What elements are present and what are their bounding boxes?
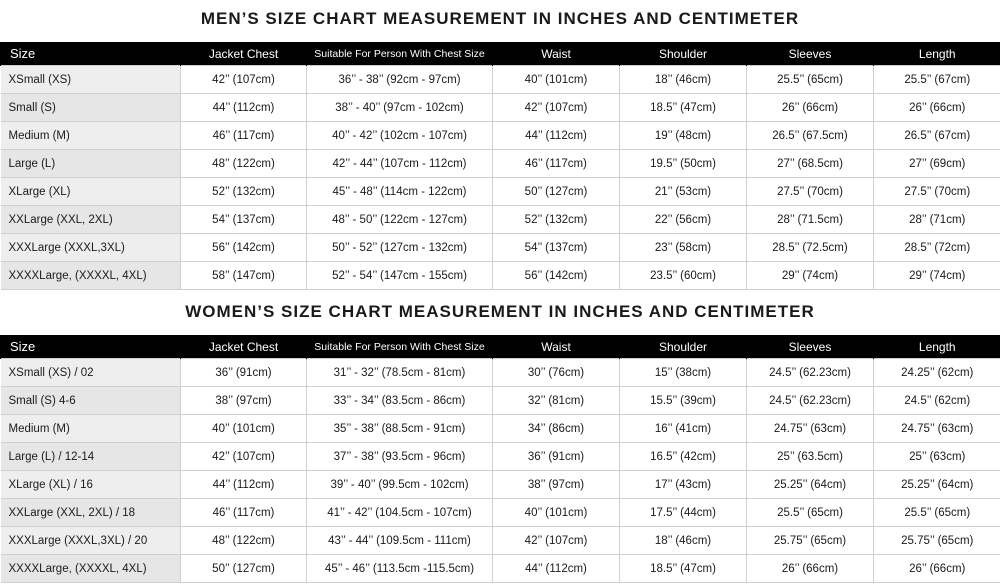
suitable-chest-cell: 33’’ - 34’’ (83.5cm - 86cm)	[307, 387, 493, 415]
table-row	[1, 415, 1000, 443]
shoulder-cell: 18.5’’ (47cm)	[620, 555, 747, 583]
size-cell: XXXXLarge, (XXXXL, 4XL)	[1, 262, 181, 290]
men-table-body	[1, 66, 1000, 290]
shoulder-cell: 17.5’’ (44cm)	[620, 499, 747, 527]
length-cell: 25.25’’ (64cm)	[874, 471, 1000, 499]
length-cell: 26.5’’ (67cm)	[874, 122, 1000, 150]
size-cell: Medium (M)	[1, 122, 181, 150]
size-cell: Small (S)	[1, 94, 181, 122]
women-size-table	[0, 335, 1000, 583]
table-row	[1, 359, 1000, 387]
jacket-chest-cell: 52’’ (132cm)	[181, 178, 307, 206]
column-header-length: Length	[874, 335, 1000, 359]
waist-cell: 42’’ (107cm)	[493, 94, 620, 122]
sleeves-cell: 26’’ (66cm)	[747, 94, 874, 122]
waist-cell: 40’’ (101cm)	[493, 499, 620, 527]
waist-cell: 52’’ (132cm)	[493, 206, 620, 234]
waist-cell: 50’’ (127cm)	[493, 178, 620, 206]
sleeves-cell: 29’’ (74cm)	[747, 262, 874, 290]
size-cell: Large (L) / 12-14	[1, 443, 181, 471]
sleeves-cell: 26’’ (66cm)	[747, 555, 874, 583]
sleeves-cell: 25.5’’ (65cm)	[747, 499, 874, 527]
suitable-chest-cell: 45’’ - 48’’ (114cm - 122cm)	[307, 178, 493, 206]
table-row	[1, 178, 1000, 206]
jacket-chest-cell: 58’’ (147cm)	[181, 262, 307, 290]
table-row	[1, 387, 1000, 415]
waist-cell: 56’’ (142cm)	[493, 262, 620, 290]
jacket-chest-cell: 56’’ (142cm)	[181, 234, 307, 262]
length-cell: 26’’ (66cm)	[874, 94, 1000, 122]
shoulder-cell: 21’’ (53cm)	[620, 178, 747, 206]
column-header-size: Size	[1, 335, 181, 359]
table-row	[1, 206, 1000, 234]
size-cell: XLarge (XL)	[1, 178, 181, 206]
length-cell: 28.5’’ (72cm)	[874, 234, 1000, 262]
table-row	[1, 66, 1000, 94]
sleeves-cell: 25’’ (63.5cm)	[747, 443, 874, 471]
size-cell: XXXXLarge, (XXXXL, 4XL)	[1, 555, 181, 583]
suitable-chest-cell: 48’’ - 50’’ (122cm - 127cm)	[307, 206, 493, 234]
sleeves-cell: 27’’ (68.5cm)	[747, 150, 874, 178]
shoulder-cell: 23.5’’ (60cm)	[620, 262, 747, 290]
suitable-chest-cell: 41’’ - 42’’ (104.5cm - 107cm)	[307, 499, 493, 527]
suitable-chest-cell: 37’’ - 38’’ (93.5cm - 96cm)	[307, 443, 493, 471]
suitable-chest-cell: 31’’ - 32’’ (78.5cm - 81cm)	[307, 359, 493, 387]
column-header-size: Size	[1, 42, 181, 66]
waist-cell: 36’’ (91cm)	[493, 443, 620, 471]
table-row	[1, 471, 1000, 499]
size-cell: XXLarge (XXL, 2XL) / 18	[1, 499, 181, 527]
jacket-chest-cell: 36’’ (91cm)	[181, 359, 307, 387]
table-row	[1, 94, 1000, 122]
column-header-sleeves: Sleeves	[747, 42, 874, 66]
shoulder-cell: 16.5’’ (42cm)	[620, 443, 747, 471]
jacket-chest-cell: 46’’ (117cm)	[181, 499, 307, 527]
shoulder-cell: 18’’ (46cm)	[620, 66, 747, 94]
table-row	[1, 122, 1000, 150]
suitable-chest-cell: 52’’ - 54’’ (147cm - 155cm)	[307, 262, 493, 290]
shoulder-cell: 17’’ (43cm)	[620, 471, 747, 499]
column-header-suitable-chest: Suitable For Person With Chest Size	[307, 42, 493, 66]
table-row	[1, 150, 1000, 178]
sleeves-cell: 24.5’’ (62.23cm)	[747, 387, 874, 415]
shoulder-cell: 16’’ (41cm)	[620, 415, 747, 443]
jacket-chest-cell: 42’’ (107cm)	[181, 443, 307, 471]
shoulder-cell: 19.5’’ (50cm)	[620, 150, 747, 178]
waist-cell: 30’’ (76cm)	[493, 359, 620, 387]
table-row	[1, 499, 1000, 527]
shoulder-cell: 18’’ (46cm)	[620, 527, 747, 555]
length-cell: 24.5’’ (62cm)	[874, 387, 1000, 415]
suitable-chest-cell: 38’’ - 40’’ (97cm - 102cm)	[307, 94, 493, 122]
column-header-length: Length	[874, 42, 1000, 66]
size-cell: Large (L)	[1, 150, 181, 178]
size-cell: XXXLarge (XXXL,3XL) / 20	[1, 527, 181, 555]
waist-cell: 42’’ (107cm)	[493, 527, 620, 555]
jacket-chest-cell: 48’’ (122cm)	[181, 150, 307, 178]
waist-cell: 54’’ (137cm)	[493, 234, 620, 262]
table-row	[1, 234, 1000, 262]
jacket-chest-cell: 48’’ (122cm)	[181, 527, 307, 555]
waist-cell: 40’’ (101cm)	[493, 66, 620, 94]
men-size-chart-title: MEN’S SIZE CHART MEASUREMENT IN INCHES AND CENTIMETER	[200, 9, 800, 28]
sleeves-cell: 27.5’’ (70cm)	[747, 178, 874, 206]
women-size-chart-title: WOMEN’S SIZE CHART MEASUREMENT IN INCHES AND CENTIMETER	[185, 302, 815, 321]
sleeves-cell: 28.5’’ (72.5cm)	[747, 234, 874, 262]
length-cell: 28’’ (71cm)	[874, 206, 1000, 234]
table-row	[1, 527, 1000, 555]
suitable-chest-cell: 35’’ - 38’’ (88.5cm - 91cm)	[307, 415, 493, 443]
jacket-chest-cell: 42’’ (107cm)	[181, 66, 307, 94]
size-cell: XXLarge (XXL, 2XL)	[1, 206, 181, 234]
length-cell: 27.5’’ (70cm)	[874, 178, 1000, 206]
length-cell: 29’’ (74cm)	[874, 262, 1000, 290]
column-header-jacket-chest: Jacket Chest	[181, 335, 307, 359]
waist-cell: 32’’ (81cm)	[493, 387, 620, 415]
sleeves-cell: 25.25’’ (64cm)	[747, 471, 874, 499]
jacket-chest-cell: 40’’ (101cm)	[181, 415, 307, 443]
length-cell: 27’’ (69cm)	[874, 150, 1000, 178]
column-header-waist: Waist	[493, 42, 620, 66]
jacket-chest-cell: 44’’ (112cm)	[181, 471, 307, 499]
sleeves-cell: 24.5’’ (62.23cm)	[747, 359, 874, 387]
size-cell: XLarge (XL) / 16	[1, 471, 181, 499]
size-cell: XXXLarge (XXXL,3XL)	[1, 234, 181, 262]
size-cell: Medium (M)	[1, 415, 181, 443]
sleeves-cell: 25.5’’ (65cm)	[747, 66, 874, 94]
jacket-chest-cell: 50’’ (127cm)	[181, 555, 307, 583]
shoulder-cell: 15.5’’ (39cm)	[620, 387, 747, 415]
column-header-waist: Waist	[493, 335, 620, 359]
suitable-chest-cell: 50’’ - 52’’ (127cm - 132cm)	[307, 234, 493, 262]
table-row	[1, 262, 1000, 290]
waist-cell: 34’’ (86cm)	[493, 415, 620, 443]
suitable-chest-cell: 40’’ - 42’’ (102cm - 107cm)	[307, 122, 493, 150]
shoulder-cell: 18.5’’ (47cm)	[620, 94, 747, 122]
suitable-chest-cell: 45’’ - 46’’ (113.5cm -115.5cm)	[307, 555, 493, 583]
shoulder-cell: 19’’ (48cm)	[620, 122, 747, 150]
suitable-chest-cell: 39’’ - 40’’ (99.5cm - 102cm)	[307, 471, 493, 499]
table-row	[1, 443, 1000, 471]
length-cell: 25.5’’ (65cm)	[874, 499, 1000, 527]
size-cell: Small (S) 4-6	[1, 387, 181, 415]
jacket-chest-cell: 38’’ (97cm)	[181, 387, 307, 415]
size-cell: XSmall (XS) / 02	[1, 359, 181, 387]
sleeves-cell: 25.75’’ (65cm)	[747, 527, 874, 555]
table-header-row	[1, 42, 1000, 66]
jacket-chest-cell: 46’’ (117cm)	[181, 122, 307, 150]
table-header-row	[1, 335, 1000, 359]
sleeves-cell: 28’’ (71.5cm)	[747, 206, 874, 234]
jacket-chest-cell: 44’’ (112cm)	[181, 94, 307, 122]
length-cell: 24.75’’ (63cm)	[874, 415, 1000, 443]
column-header-shoulder: Shoulder	[620, 42, 747, 66]
column-header-shoulder: Shoulder	[620, 335, 747, 359]
column-header-suitable-chest: Suitable For Person With Chest Size	[307, 335, 493, 359]
sleeves-cell: 24.75’’ (63cm)	[747, 415, 874, 443]
suitable-chest-cell: 42’’ - 44’’ (107cm - 112cm)	[307, 150, 493, 178]
suitable-chest-cell: 36’’ - 38’’ (92cm - 97cm)	[307, 66, 493, 94]
length-cell: 25.75’’ (65cm)	[874, 527, 1000, 555]
waist-cell: 46’’ (117cm)	[493, 150, 620, 178]
waist-cell: 44’’ (112cm)	[493, 122, 620, 150]
shoulder-cell: 22’’ (56cm)	[620, 206, 747, 234]
sleeves-cell: 26.5’’ (67.5cm)	[747, 122, 874, 150]
waist-cell: 38’’ (97cm)	[493, 471, 620, 499]
men-size-table	[0, 42, 1000, 290]
column-header-jacket-chest: Jacket Chest	[181, 42, 307, 66]
shoulder-cell: 23’’ (58cm)	[620, 234, 747, 262]
women-table-body	[1, 359, 1000, 583]
table-row	[1, 555, 1000, 583]
length-cell: 24.25’’ (62cm)	[874, 359, 1000, 387]
column-header-sleeves: Sleeves	[747, 335, 874, 359]
length-cell: 25.5’’ (67cm)	[874, 66, 1000, 94]
size-cell: XSmall (XS)	[1, 66, 181, 94]
shoulder-cell: 15’’ (38cm)	[620, 359, 747, 387]
length-cell: 25’’ (63cm)	[874, 443, 1000, 471]
length-cell: 26’’ (66cm)	[874, 555, 1000, 583]
suitable-chest-cell: 43’’ - 44’’ (109.5cm - 111cm)	[307, 527, 493, 555]
jacket-chest-cell: 54’’ (137cm)	[181, 206, 307, 234]
waist-cell: 44’’ (112cm)	[493, 555, 620, 583]
